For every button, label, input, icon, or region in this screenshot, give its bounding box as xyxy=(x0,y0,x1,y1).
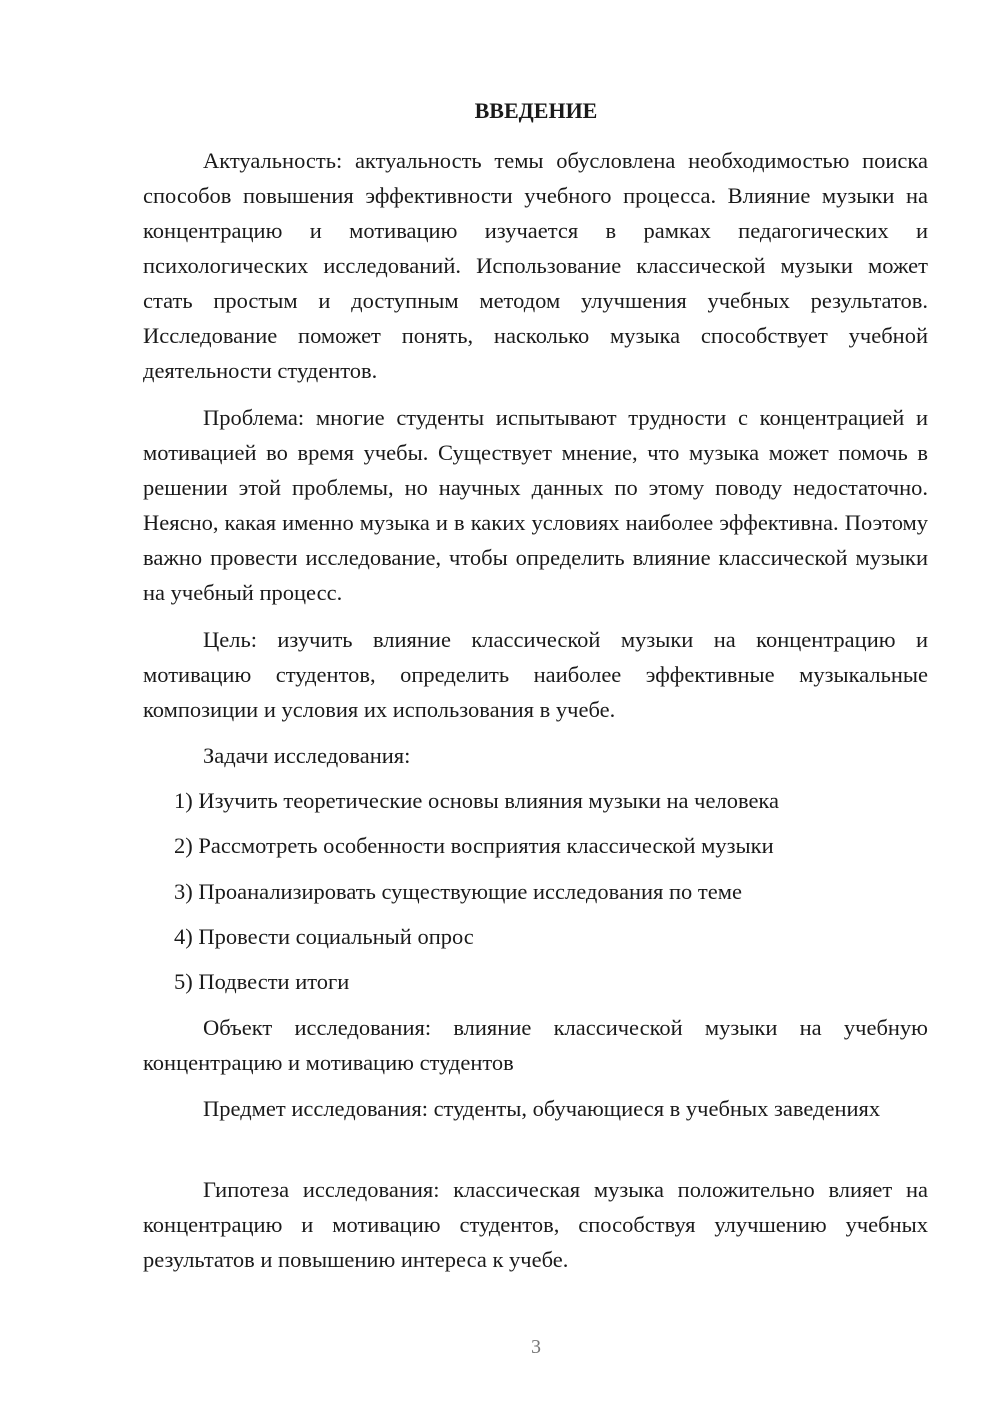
tasks-heading: Задачи исследования: xyxy=(203,743,411,768)
task-item: 5) Подвести итоги xyxy=(174,969,350,994)
paragraph-hypothesis: Гипотеза исследования: классическая музыка положительно влияет на концентрацию и мотивацию студентов, способствуя улучшению учебных результатов и повышению интереса к учебе. xyxy=(143,1177,928,1272)
task-item: 4) Провести социальный опрос xyxy=(174,924,474,949)
task-item: 1) Изучить теоретические основы влияния музыки на человека xyxy=(174,788,780,813)
paragraph-object: Объект исследования: влияние классической музыки на учебную концентрацию и мотивацию студентов xyxy=(143,1015,928,1075)
paragraph-goal: Цель: изучить влияние классической музыки на концентрацию и мотивацию студентов, определить наиболее эффективные музыкальные композиции и условия их использования в учебе. xyxy=(143,627,928,722)
page-number: 3 xyxy=(531,1336,541,1358)
paragraph-problem: Проблема: многие студенты испытывают трудности с концентрацией и мотивацией во время учебы. Существует мнение, что музыка может помочь в решении этой проблемы, но научных данных по этому поводу недостаточно. Неясно, какая именно музыка и в каких условиях наиболее эффективна. Поэтому важно провести исследование, чтобы определить влияние классической музыки на учебный процесс. xyxy=(143,405,928,605)
section-title: ВВЕДЕНИЕ xyxy=(474,98,598,123)
task-item: 3) Проанализировать существующие исследования по теме xyxy=(174,879,742,904)
paragraph-subject: Предмет исследования: студенты, обучающиеся в учебных заведениях xyxy=(203,1096,881,1121)
task-item: 2) Рассмотреть особенности восприятия классической музыки xyxy=(174,833,774,858)
paragraph-relevance: Актуальность: актуальность темы обусловлена необходимостью поиска способов повышения эффективности учебного процесса. Влияние музыки на концентрацию и мотивацию изучается в рамках педагогических и психологических исследований. Использование классической музыки может стать простым и доступным методом улучшения учебных результатов. Исследование поможет понять, насколько музыка способствует учебной деятельности студентов. xyxy=(143,148,928,383)
